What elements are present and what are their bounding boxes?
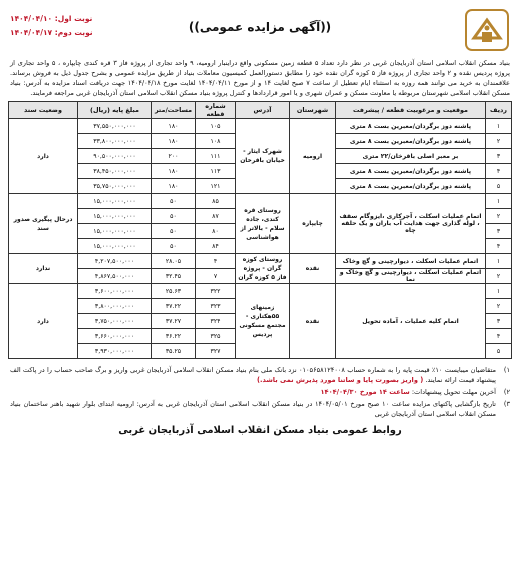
notice-title: ((آگهی مزایده عمومی)) — [188, 20, 332, 34]
row-number: ۵ — [486, 344, 512, 359]
col-address: آدرس — [236, 102, 290, 119]
note-highlight: ساعت ۱۴ مورخ ۱۴۰۴/۰۴/۳۰ — [320, 388, 410, 396]
plot-number: ۳۲۷ — [196, 344, 236, 359]
row-number: ۱ — [486, 254, 512, 269]
address-cell: روستای قره کندی، جاده سلام - بالاتر از هواشناسی — [236, 194, 290, 254]
note-text: متقاضیان میبایست ۱۰٪ قیمت پایه را به شماره حساب ۰۱۰۵۶۵۸۱۲۴۰۰۸ نزد بانک ملی بنام بنیاد مسکن انقلاب اسلامی آذربایجان غربی واریز و برگ صاحب حساب را در پاکت الف پیشنهاد قیمت ارائه نمایند. — [10, 366, 496, 384]
note-item — [10, 365, 510, 385]
row-description: اتمام عملیات اسکلت ، دیوارچینی و گچ وخاک و نما — [336, 269, 486, 284]
plot-number: ۱۰۵ — [196, 119, 236, 134]
address-cell: شهرک ایثار - خیابان باقرخان — [236, 119, 290, 194]
area-value: ۵۰ — [152, 239, 196, 254]
col-city: شهرستان — [290, 102, 336, 119]
row-number: ۳ — [486, 314, 512, 329]
area-value: ۳۲.۴۵ — [152, 269, 196, 284]
table-row — [9, 254, 512, 269]
date-second: نوبت دوم: ۱۴۰۴/۰۴/۱۷ — [10, 28, 93, 37]
col-plot: شماره قطعه — [196, 102, 236, 119]
row-description: پاشنه دوز برگردان/معبرین بست ۸ متری — [336, 119, 486, 134]
col-description: موقعیت و مرغوبیت قطعه / پیشرفت — [336, 102, 486, 119]
row-number: ۲ — [486, 269, 512, 284]
area-value: ۲۵.۶۳ — [152, 284, 196, 299]
area-value: ۳۷.۲۲ — [152, 299, 196, 314]
row-number: ۱ — [486, 119, 512, 134]
city-cell: نقده — [290, 254, 336, 284]
area-value: ۱۸۰ — [152, 179, 196, 194]
area-value: ۲۸.۰۵ — [152, 254, 196, 269]
plot-number: ۱۱۱ — [196, 149, 236, 164]
base-price: ۳۳,۸۰۰,۰۰۰,۰۰۰ — [78, 134, 152, 149]
note-text: تاریخ بازگشایی پاکتهای مزایده ساعت ۱۰ صبح مورخ ۱۴۰۴/۰۵/۰۱ در بنیاد مسکن انقلاب اسلامی استان آذربایجان غربی به آدرس: ارومیه ابتدای بلوار شهید باهنر ساختمان بنیاد مسکن انقلاب اسلامی استان آذربایجان غربی — [10, 400, 496, 418]
row-description: بر معبر اصلی باقرخان/۲۲ متری — [336, 149, 486, 164]
address-cell: زمینهای ۵۵هکتاری - مجتمع مسکونی پردیس — [236, 284, 290, 359]
row-description: پاشنه دوز برگردان/معبرین بست ۸ متری — [336, 179, 486, 194]
city-cell: چایپاره — [290, 194, 336, 254]
note-body — [10, 365, 496, 385]
plot-number: ۷ — [196, 269, 236, 284]
doc-status: ندارد — [9, 254, 78, 284]
area-value: ۳۷.۲۷ — [152, 314, 196, 329]
header — [8, 6, 512, 64]
note-item — [10, 387, 510, 397]
row-number: ۲ — [486, 299, 512, 314]
base-price: ۳۸,۴۵۰,۰۰۰,۰۰۰ — [78, 164, 152, 179]
doc-status: درحال پیگیری صدور سند — [9, 194, 78, 254]
col-price: مبلغ پایه (ریال) — [78, 102, 152, 119]
base-price: ۳,۷۵۰,۰۰۰,۰۰۰ — [78, 314, 152, 329]
note-item — [10, 399, 510, 419]
area-value: ۵۰ — [152, 224, 196, 239]
plot-number: ۴ — [196, 254, 236, 269]
area-value: ۳۶.۲۲ — [152, 329, 196, 344]
date-first: نوبت اول: ۱۴۰۴/۰۴/۱۰ — [10, 14, 93, 23]
row-number: ۵ — [486, 179, 512, 194]
notes — [8, 365, 512, 419]
row-number: ۱ — [486, 194, 512, 209]
plot-number: ۱۱۳ — [196, 164, 236, 179]
row-description: اتمام کلیه عملیات ، آماده تحویل — [336, 284, 486, 359]
row-number: ۴ — [486, 164, 512, 179]
base-price: ۹۰,۵۰۰,۰۰۰,۰۰۰ — [78, 149, 152, 164]
foundation-logo-icon — [464, 8, 510, 52]
doc-status: دارد — [9, 284, 78, 359]
row-description: اتمام عملیات اسکلت ، آجرکاری ،ایزوگام سقف ، لوله گذاری جهت هدایت آب باران و یک حلقه چاه — [336, 194, 486, 254]
base-price: ۱۵,۰۰۰,۰۰۰,۰۰۰ — [78, 239, 152, 254]
base-price: ۳۵,۷۵۰,۰۰۰,۰۰۰ — [78, 179, 152, 194]
base-price: ۳,۹۳۰,۰۰۰,۰۰۰ — [78, 344, 152, 359]
table-row — [9, 194, 512, 209]
note-body — [10, 399, 496, 419]
plot-number: ۱۲۱ — [196, 179, 236, 194]
row-description: اتمام عملیات اسکلت ، دیوارچینی و گچ وخاک — [336, 254, 486, 269]
row-number: ۲ — [486, 209, 512, 224]
area-value: ۱۸۰ — [152, 164, 196, 179]
note-number: ۱) — [503, 366, 510, 374]
auction-table — [8, 101, 512, 359]
col-doc: وضعیت سند — [9, 102, 78, 119]
doc-status: دارد — [9, 119, 78, 194]
base-price: ۴,۸۶۷,۵۰۰,۰۰۰ — [78, 269, 152, 284]
base-price: ۳,۶۶۰,۰۰۰,۰۰۰ — [78, 329, 152, 344]
area-value: ۵۰ — [152, 209, 196, 224]
col-area: مساحت/متر — [152, 102, 196, 119]
plot-number: ۸۵ — [196, 194, 236, 209]
col-row: ردیف — [486, 102, 512, 119]
table-header-row — [9, 102, 512, 119]
row-number: ۴ — [486, 239, 512, 254]
base-price: ۱۵,۰۰۰,۰۰۰,۰۰۰ — [78, 209, 152, 224]
base-price: ۱۵,۰۰۰,۰۰۰,۰۰۰ — [78, 194, 152, 209]
plot-number: ۸۰ — [196, 224, 236, 239]
note-number: ۳) — [503, 400, 510, 408]
plot-number: ۸۷ — [196, 209, 236, 224]
row-number: ۴ — [486, 329, 512, 344]
area-value: ۱۸۰ — [152, 119, 196, 134]
footer-signature: روابط عمومی بنیاد مسکن انقلاب اسلامی آذربایجان غربی — [118, 425, 402, 436]
note-body — [10, 387, 496, 397]
plot-number: ۳۲۲ — [196, 284, 236, 299]
area-value: ۲۰۰ — [152, 149, 196, 164]
note-highlight: ( واریز بصورت پایا و ساتنا مورد پذیرش نمی باشد.) — [257, 376, 424, 384]
city-cell: ارومیه — [290, 119, 336, 194]
row-number: ۱ — [486, 284, 512, 299]
row-number: ۲ — [486, 134, 512, 149]
base-price: ۴,۲۰۷,۵۰۰,۰۰۰ — [78, 254, 152, 269]
plot-number: ۳۲۵ — [196, 329, 236, 344]
base-price: ۳,۶۰۰,۰۰۰,۰۰۰ — [78, 284, 152, 299]
note-number: ۲) — [503, 388, 510, 396]
base-price: ۳,۸۰۰,۰۰۰,۰۰۰ — [78, 299, 152, 314]
area-value: ۱۸۰ — [152, 134, 196, 149]
row-description: پاشنه دوز برگردان/معبرین بست ۸ متری — [336, 164, 486, 179]
base-price: ۳۷,۵۵۰,۰۰۰,۰۰۰ — [78, 119, 152, 134]
plot-number: ۳۲۴ — [196, 314, 236, 329]
row-description: پاشنه دوز برگردان/معبرین بست ۸ متری — [336, 134, 486, 149]
intro-paragraph: بنیاد مسکن انقلاب اسلامی استان آذربایجان غربی در نظر دارد تعداد ۵ قطعه زمین مسکونی واقع دراینبار ارومیه، ۹ واحد تجاری از پروژه فاز ۳ قره کندی چایپاره ، ۵ واحد تجاری از پروژه پردیس نقده و ۲ واحد تجاری از پروژه فاز ۵ کوزه گران نقده خود را مطابق دستورالعمل کمیسیون معاملات بنیاد از طریق مزایده عمومی و بشرح جدول ذیل به فروش برساند. علاقمندان به خرید می توانند همه روزه به استثناء ایام تعطیل از ساعت ۷ صبح لغایت ۱۴ و از مورخ ۱۴۰۴/۰۴/۱۱ لغایت مورخ ۱۴۰۴/۰۴/۱۸ جهت دریافت اسناد مزایده به آدرس: بنیاد مسکن انقلاب اسلامی شهرستان مربوطه یا معاونت مسکن و عمران شهری و یا امور قراردادها و کنترل پروژه بنیاد مسکن انقلاب اسلامی استان آذربایجان غربی مراجعه فرمایند. — [10, 59, 510, 97]
table-row — [9, 119, 512, 134]
address-cell: روستای کوزه گران - پروژه فاز ۵ کوزه گران — [236, 254, 290, 284]
base-price: ۱۵,۰۰۰,۰۰۰,۰۰۰ — [78, 224, 152, 239]
row-number: ۳ — [486, 149, 512, 164]
plot-number: ۸۴ — [196, 239, 236, 254]
city-cell: نقده — [290, 284, 336, 359]
row-number: ۳ — [486, 224, 512, 239]
note-text: آخرین مهلت تحویل پیشنهادات: — [411, 388, 496, 396]
plot-number: ۱۰۸ — [196, 134, 236, 149]
table-row — [9, 284, 512, 299]
area-value: ۵۰ — [152, 194, 196, 209]
plot-number: ۳۲۳ — [196, 299, 236, 314]
area-value: ۳۵.۲۵ — [152, 344, 196, 359]
